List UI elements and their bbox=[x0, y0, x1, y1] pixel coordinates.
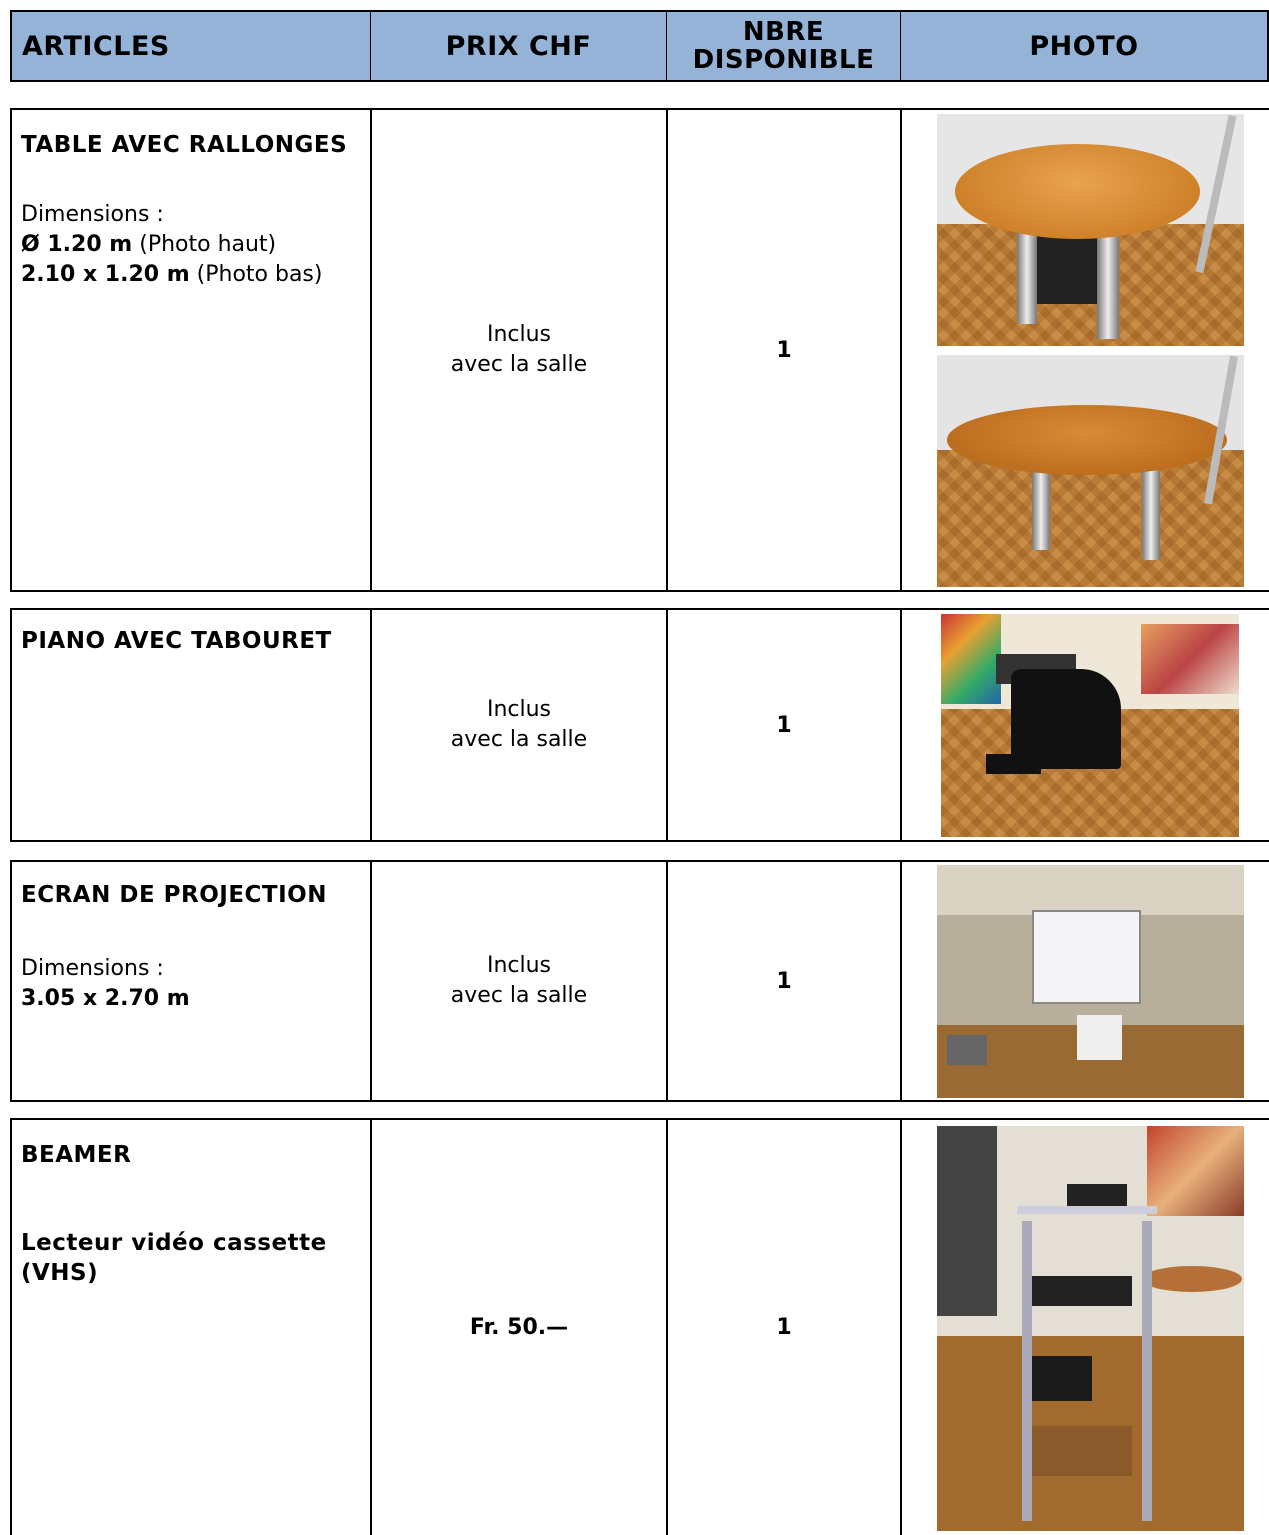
dimensions-label: Dimensions : bbox=[21, 956, 164, 981]
header-nbre-line2: DISPONIBLE bbox=[692, 45, 875, 75]
price-line: avec la salle bbox=[450, 983, 588, 1008]
extended-table-photo bbox=[937, 355, 1244, 587]
photo-cell bbox=[900, 610, 1269, 840]
header-nbre bbox=[666, 12, 900, 80]
count-cell: 1 bbox=[666, 1120, 900, 1535]
table-row bbox=[10, 860, 1269, 1102]
count-cell: 1 bbox=[666, 862, 900, 1100]
dimension-line bbox=[21, 230, 361, 260]
dimension-note: (Photo haut) bbox=[139, 232, 277, 257]
article-cell bbox=[12, 110, 370, 590]
header-prix: PRIX CHF bbox=[370, 12, 666, 80]
header-nbre-line1: NBRE bbox=[742, 17, 825, 47]
article-subtitle: Lecteur vidéo cassette (VHS) bbox=[21, 1230, 327, 1286]
photo-cell bbox=[900, 1120, 1269, 1535]
photo-cell bbox=[900, 862, 1269, 1100]
price-line: Inclus bbox=[486, 322, 552, 347]
article-title: ECRAN DE PROJECTION bbox=[21, 882, 327, 908]
dimension-note: (Photo bas) bbox=[196, 262, 323, 287]
article-title: BEAMER bbox=[21, 1142, 132, 1168]
article-title: PIANO AVEC TABOURET bbox=[21, 628, 332, 654]
dimensions-label: Dimensions : bbox=[21, 202, 164, 227]
price-line: Inclus bbox=[486, 697, 552, 722]
price-line: avec la salle bbox=[450, 352, 588, 377]
beamer-photo bbox=[937, 1126, 1244, 1531]
table-row bbox=[10, 608, 1269, 842]
table-header bbox=[10, 10, 1269, 82]
projection-screen-photo bbox=[937, 865, 1244, 1098]
count-cell: 1 bbox=[666, 610, 900, 840]
header-photo: PHOTO bbox=[900, 12, 1267, 80]
price-cell bbox=[370, 110, 666, 590]
article-cell bbox=[12, 862, 370, 1100]
price-cell bbox=[370, 610, 666, 840]
count-cell: 1 bbox=[666, 110, 900, 590]
article-title: TABLE AVEC RALLONGES bbox=[21, 132, 348, 158]
dimension-value: 2.10 x 1.20 m bbox=[21, 262, 190, 287]
table-row bbox=[10, 1118, 1269, 1535]
dimension-value: 3.05 x 2.70 m bbox=[21, 986, 190, 1011]
price-line: avec la salle bbox=[450, 727, 588, 752]
dimension-line bbox=[21, 260, 361, 290]
article-cell bbox=[12, 610, 370, 840]
price-cell: Fr. 50.— bbox=[370, 1120, 666, 1535]
dimension-value: Ø 1.20 m bbox=[21, 232, 133, 257]
price-line: Inclus bbox=[486, 953, 552, 978]
article-cell bbox=[12, 1120, 370, 1535]
round-table-photo bbox=[937, 114, 1244, 346]
photo-cell bbox=[900, 110, 1269, 590]
piano-photo bbox=[941, 614, 1239, 837]
price-cell bbox=[370, 862, 666, 1100]
table-row bbox=[10, 108, 1269, 592]
header-articles: ARTICLES bbox=[22, 30, 170, 62]
